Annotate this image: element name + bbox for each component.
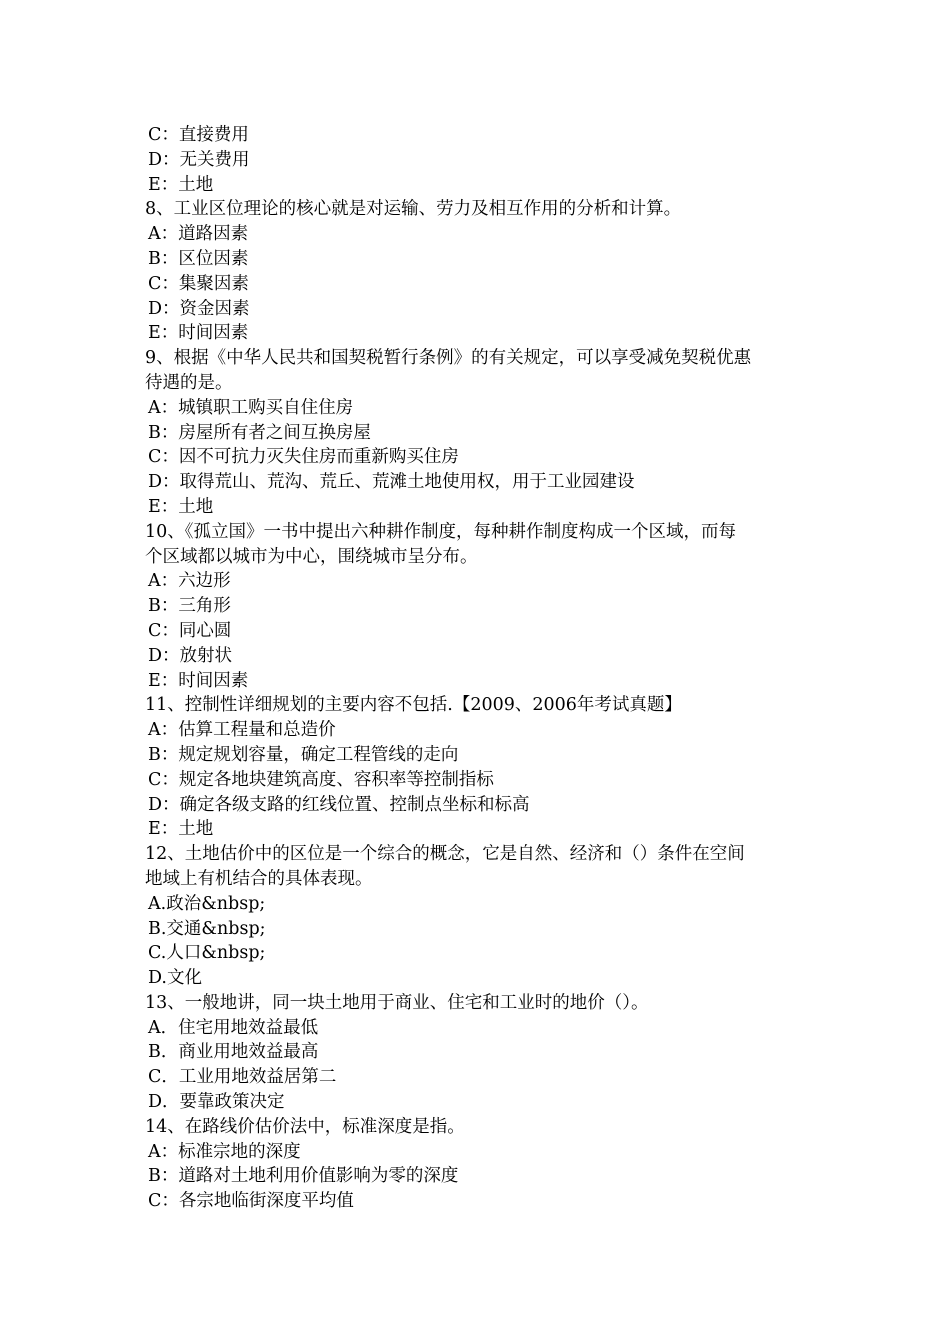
answer-option: C：规定各地块建筑高度、容积率等控制指标 — [148, 769, 494, 790]
question-text: 个区域都以城市为中心，围绕城市呈分布。 — [145, 546, 478, 567]
answer-option: A：城镇职工购买自住住房 — [148, 397, 354, 418]
answer-option: B：道路对土地利用价值影响为零的深度 — [148, 1166, 459, 1187]
answer-option: D.文化 — [148, 968, 202, 989]
answer-option: C：因不可抗力灭失住房而重新购买住房 — [148, 447, 459, 468]
question-text: 13、一般地讲，同一块土地用于商业、住宅和工业时的地价（）。 — [145, 992, 649, 1013]
document-body — [145, 123, 815, 1214]
question-text: 9、根据《中华人民共和国契税暂行条例》的有关规定，可以享受减免契税优惠 — [145, 348, 752, 369]
answer-option: C：直接费用 — [148, 125, 249, 145]
answer-option: A：六边形 — [148, 571, 231, 592]
question-text: 地域上有机结合的具体表现。 — [145, 868, 373, 889]
answer-option: C．工业用地效益居第二 — [148, 1067, 337, 1088]
answer-option: E：土地 — [148, 174, 214, 195]
answer-option: B：规定规划容量，确定工程管线的走向 — [148, 744, 459, 765]
answer-option: B：房屋所有者之间互换房屋 — [148, 422, 371, 443]
question-text: 11、控制性详细规划的主要内容不包括.【2009、2006年考试真题】 — [145, 695, 682, 716]
answer-option: E：时间因素 — [148, 670, 249, 691]
answer-option: B：三角形 — [148, 596, 231, 617]
question-text: 10、《孤立国》一书中提出六种耕作制度，每种耕作制度构成一个区域，而每 — [145, 521, 737, 542]
question-text: 12、土地估价中的区位是一个综合的概念，它是自然、经济和（）条件在空间 — [145, 844, 745, 865]
answer-option: D：取得荒山、荒沟、荒丘、荒滩土地使用权，用于工业园建设 — [148, 472, 635, 493]
question-text: 14、在路线价估价法中，标准深度是指。 — [145, 1116, 465, 1137]
answer-option: D：资金因素 — [148, 298, 250, 319]
answer-option: C：同心圆 — [148, 620, 232, 641]
answer-option: B．商业用地效益最高 — [148, 1042, 319, 1063]
answer-option: B.交通&nbsp; — [148, 918, 266, 939]
question-text: 8、工业区位理论的核心就是对运输、劳力及相互作用的分析和计算。 — [145, 199, 682, 220]
question-text: 待遇的是。 — [145, 372, 233, 393]
answer-option: E：土地 — [148, 819, 214, 840]
answer-option: D：无关费用 — [148, 149, 250, 170]
answer-option: A：估算工程量和总造价 — [148, 720, 336, 741]
answer-option: A：标准宗地的深度 — [148, 1141, 301, 1162]
answer-option: B：区位因素 — [148, 248, 249, 269]
answer-option: C：集聚因素 — [148, 273, 249, 294]
answer-option: C.人口&nbsp; — [148, 943, 266, 964]
answer-option: C：各宗地临街深度平均值 — [148, 1191, 354, 1212]
answer-option: D：放射状 — [148, 645, 233, 666]
answer-option: D：确定各级支路的红线位置、控制点坐标和标高 — [148, 794, 530, 815]
answer-option: E：时间因素 — [148, 323, 249, 344]
answer-option: A．住宅用地效益最低 — [148, 1017, 319, 1038]
answer-option: E：土地 — [148, 496, 214, 517]
answer-option: D．要靠政策决定 — [148, 1092, 285, 1113]
answer-option: A.政治&nbsp; — [148, 893, 266, 914]
answer-option: A：道路因素 — [148, 224, 249, 245]
